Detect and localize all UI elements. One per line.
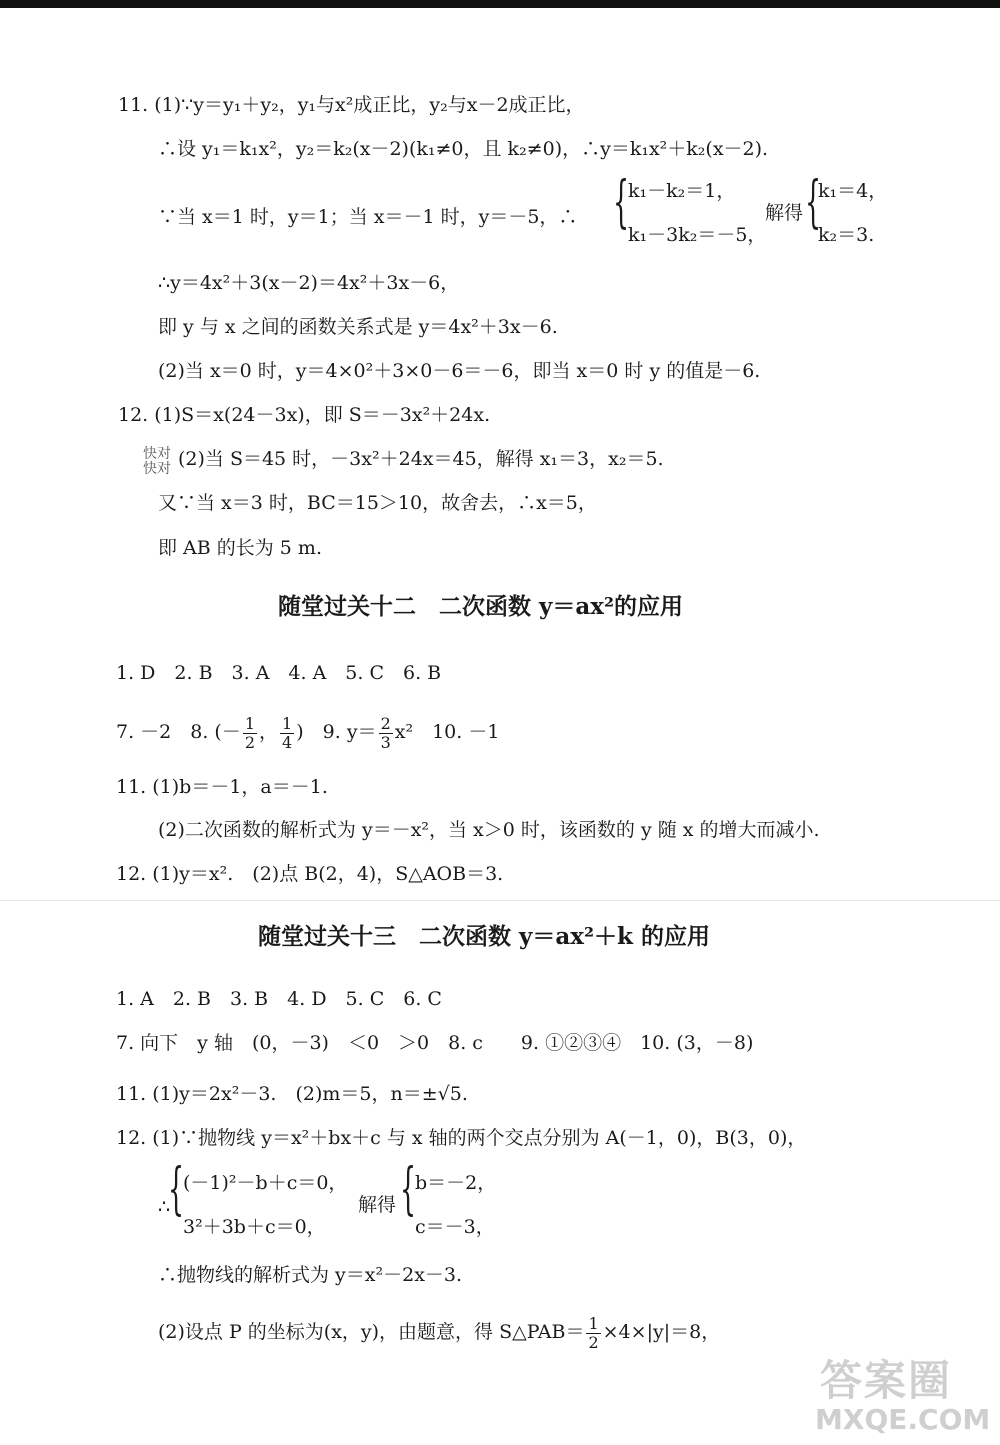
fraction-denominator: 2 (244, 732, 256, 752)
s12-q11b: (2)二次函数的解析式为 y＝－x²，当 x＞0 时，该函数的 y 随 x 的增大而减小. (158, 819, 820, 841)
fraction-numerator: 2 (380, 713, 391, 733)
fraction-numerator: 1 (588, 1313, 599, 1333)
fraction-denominator: 3 (380, 732, 391, 752)
system-eq-1: k₁－k₂＝1， (628, 180, 736, 202)
left-brace: { (805, 170, 822, 235)
q11-line-3: ∵当 x＝1 时，y＝1；当 x＝－1 时，y＝－5，∴ (158, 206, 578, 228)
q11-line-2: ∴设 y₁＝k₁x²，y₂＝k₂(x－2)(k₁≠0，且 k₂≠0)，∴y＝k₁x²＋k₂(x－2). (158, 138, 769, 160)
solution-2: k₂＝3. (818, 224, 875, 246)
watermark-url: MXQE.COM (815, 1403, 991, 1436)
q11-line-5: 即 y 与 x 之间的函数关系式是 y＝4x²＋3x－6. (158, 316, 558, 338)
s12-answers-2-b: ， (259, 721, 279, 743)
s13-answers-1: 1. A 2. B 3. B 4. D 5. C 6. C (116, 988, 442, 1010)
q12-line-4: 即 AB 的长为 5 m. (158, 537, 322, 559)
s12-answers-2-a: 7. －2 8. (－ (116, 721, 241, 743)
top-edge-bar (0, 0, 1000, 8)
q11-line-6: (2)当 x＝0 时，y＝4×0²＋3×0－6＝－6，即当 x＝0 时 y 的值是－6. (158, 360, 761, 382)
s13-solution-2: c＝－3， (415, 1216, 495, 1238)
fraction-numerator: 1 (244, 713, 256, 733)
s13-q12-line-3-a: (2)设点 P 的坐标为(x，y)，由题意，得 S△PAB＝ (158, 1321, 585, 1343)
s13-q12-line-3 (158, 1312, 720, 1352)
fraction-numerator: 1 (282, 713, 293, 733)
q11-line-4: ∴y＝4x²＋3(x－2)＝4x²＋3x－6， (158, 272, 460, 294)
s13-q12-line-1: 12. (1)∵抛物线 y＝x²＋bx＋c 与 x 轴的两个交点分别为 A(－1，0)，B(3，0)， (116, 1127, 807, 1149)
faint-divider (0, 900, 1000, 901)
fraction (586, 1315, 600, 1352)
watermark-logo: 答案圈 (820, 1356, 953, 1405)
therefore-symbol: ∴ (158, 1196, 171, 1218)
s12-answers-2-d: x² 10. －1 (394, 721, 500, 743)
fraction (379, 715, 393, 752)
stamp-mark: 快对 快对 (143, 446, 171, 477)
q12-line-2: (2)当 S＝45 时，－3x²＋24x＝45，解得 x₁＝3，x₂＝5. (178, 448, 664, 470)
left-brace: { (613, 170, 630, 235)
q12-line-1: 12. (1)S＝x(24－3x)，即 S＝－3x²＋24x. (118, 404, 491, 426)
s12-answers-2-c: ) 9. y＝ (296, 721, 377, 743)
left-brace: { (168, 1157, 185, 1222)
solution-1: k₁＝4， (818, 180, 888, 202)
s13-solve-label: 解得 (358, 1194, 397, 1216)
s12-q12: 12. (1)y＝x². (2)点 B(2，4)，S△AOB＝3. (116, 863, 504, 885)
s12-answers-2 (116, 712, 499, 752)
s13-q12-line-3-b: ×4×|y|＝8， (602, 1321, 721, 1343)
s12-q11a: 11. (1)b＝－1，a＝－1. (116, 776, 328, 798)
s13-q11: 11. (1)y＝2x²－3. (2)m＝5，n＝±√5. (116, 1083, 468, 1105)
section-13-title: 随堂过关十三 二次函数 y＝ax²＋k 的应用 (258, 923, 711, 950)
system-eq-2: k₁－3k₂＝－5， (628, 224, 767, 246)
s13-answers-2: 7. 向下 y 轴 (0，－3) ＜0 ＞0 8. c 9. ①②③④ 10. (3，－8) (116, 1032, 754, 1054)
q12-line-3: 又∵当 x＝3 时，BC＝15＞10，故舍去，∴x＝5， (158, 492, 597, 514)
s13-solution-1: b＝－2， (415, 1172, 497, 1194)
fraction (280, 715, 294, 752)
left-brace: { (400, 1157, 417, 1222)
s13-system-eq-1: (－1)²－b＋c＝0， (183, 1172, 348, 1194)
solve-label: 解得 (765, 202, 804, 224)
fraction (243, 715, 257, 752)
s13-system-eq-2: 3²＋3b＋c＝0， (183, 1216, 326, 1238)
fraction-denominator: 4 (282, 732, 293, 752)
section-12-title: 随堂过关十二 二次函数 y＝ax²的应用 (278, 593, 684, 620)
s13-q12-line-2: ∴抛物线的解析式为 y＝x²－2x－3. (158, 1264, 463, 1286)
s12-answers-1: 1. D 2. B 3. A 4. A 5. C 6. B (116, 662, 442, 684)
q11-line-1: 11. (1)∵y＝y₁＋y₂，y₁与x²成正比，y₂与x－2成正比， (118, 94, 585, 116)
fraction-denominator: 2 (588, 1332, 599, 1352)
